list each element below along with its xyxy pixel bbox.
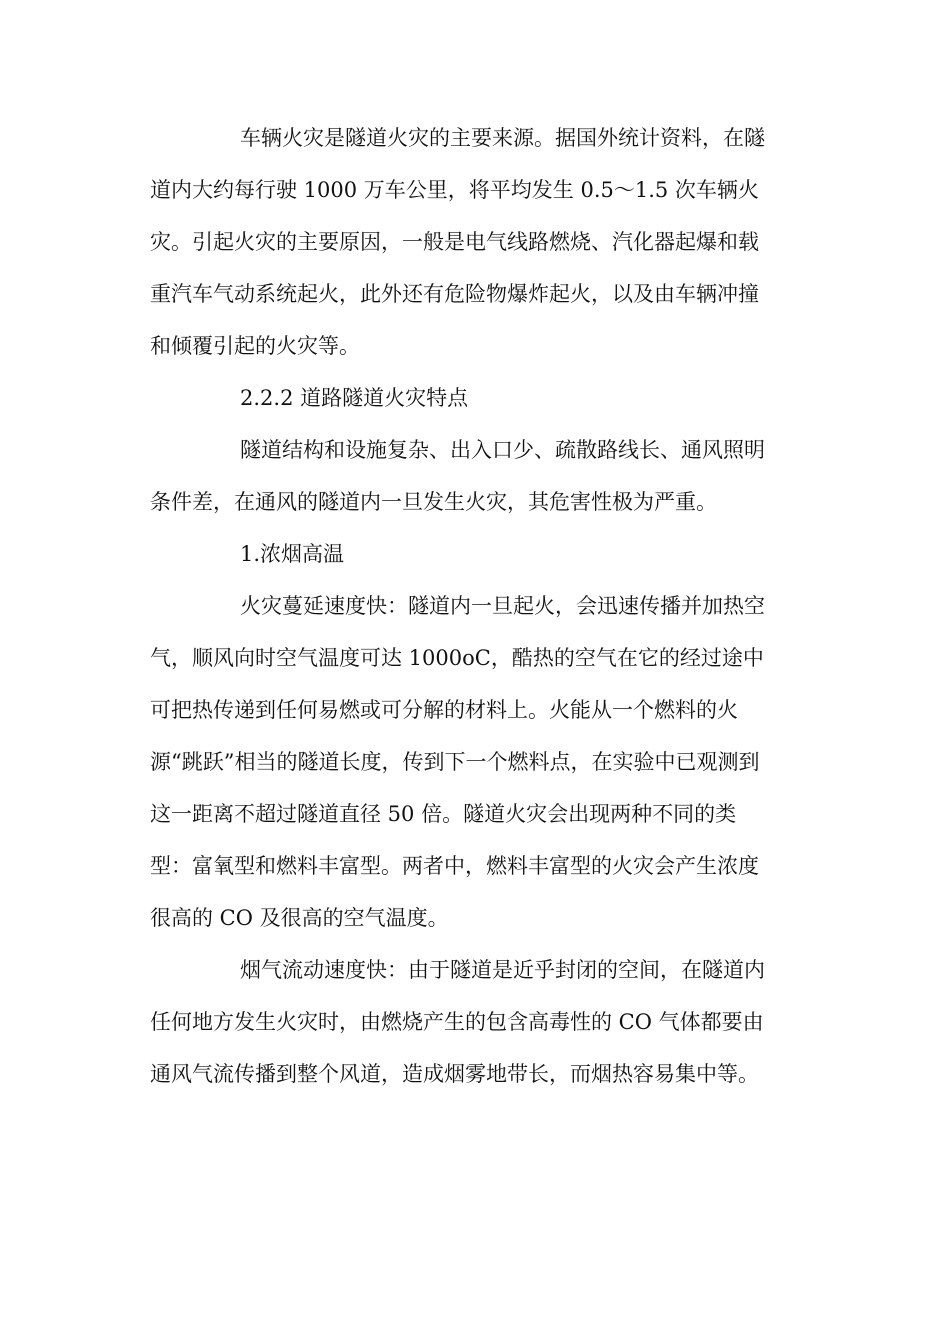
paragraph-line: 条件差，在通风的隧道内一旦发生火灾，其危害性极为严重。	[150, 490, 717, 514]
paragraph-line: 烟气流动速度快：由于隧道是近乎封闭的空间，在隧道内	[240, 958, 765, 982]
document-body	[150, 112, 810, 1100]
subsection-heading: 1.浓烟高温	[240, 542, 345, 566]
paragraph-line: 很高的 CO 及很高的空气温度。	[150, 906, 449, 930]
section-heading: 2.2.2 道路隧道火灾特点	[240, 386, 469, 410]
paragraph-line: 隧道结构和设施复杂、出入口少、疏散路线长、通风照明	[240, 438, 765, 462]
paragraph-line: 可把热传递到任何易燃或可分解的材料上。火能从一个燃料的火	[150, 698, 738, 722]
paragraph-line: 火灾蔓延速度快：隧道内一旦起火，会迅速传播并加热空	[240, 594, 765, 618]
paragraph-line: 车辆火灾是隧道火灾的主要来源。据国外统计资料，在隧	[240, 126, 765, 150]
paragraph-line: 源“跳跃”相当的隧道长度，传到下一个燃料点，在实验中已观测到	[150, 750, 760, 774]
paragraph-line: 灾。引起火灾的主要原因，一般是电气线路燃烧、汽化器起爆和载	[150, 230, 759, 254]
paragraph-line: 这一距离不超过隧道直径 50 倍。隧道火灾会出现两种不同的类	[150, 802, 737, 826]
paragraph-line: 型：富氧型和燃料丰富型。两者中，燃料丰富型的火灾会产生浓度	[150, 854, 759, 878]
paragraph-line: 道内大约每行驶 1000 万车公里，将平均发生 0.5～1.5 次车辆火	[150, 178, 759, 202]
paragraph-line: 和倾覆引起的火灾等。	[150, 334, 360, 358]
paragraph-line: 通风气流传播到整个风道，造成烟雾地带长，而烟热容易集中等。	[150, 1062, 759, 1086]
paragraph-line: 气，顺风向时空气温度可达 1000oC，酷热的空气在它的经过途中	[150, 646, 764, 670]
paragraph-line: 任何地方发生火灾时，由燃烧产生的包含高毒性的 CO 气体都要由	[150, 1010, 764, 1034]
paragraph-line: 重汽车气动系统起火，此外还有危险物爆炸起火，以及由车辆冲撞	[150, 282, 759, 306]
